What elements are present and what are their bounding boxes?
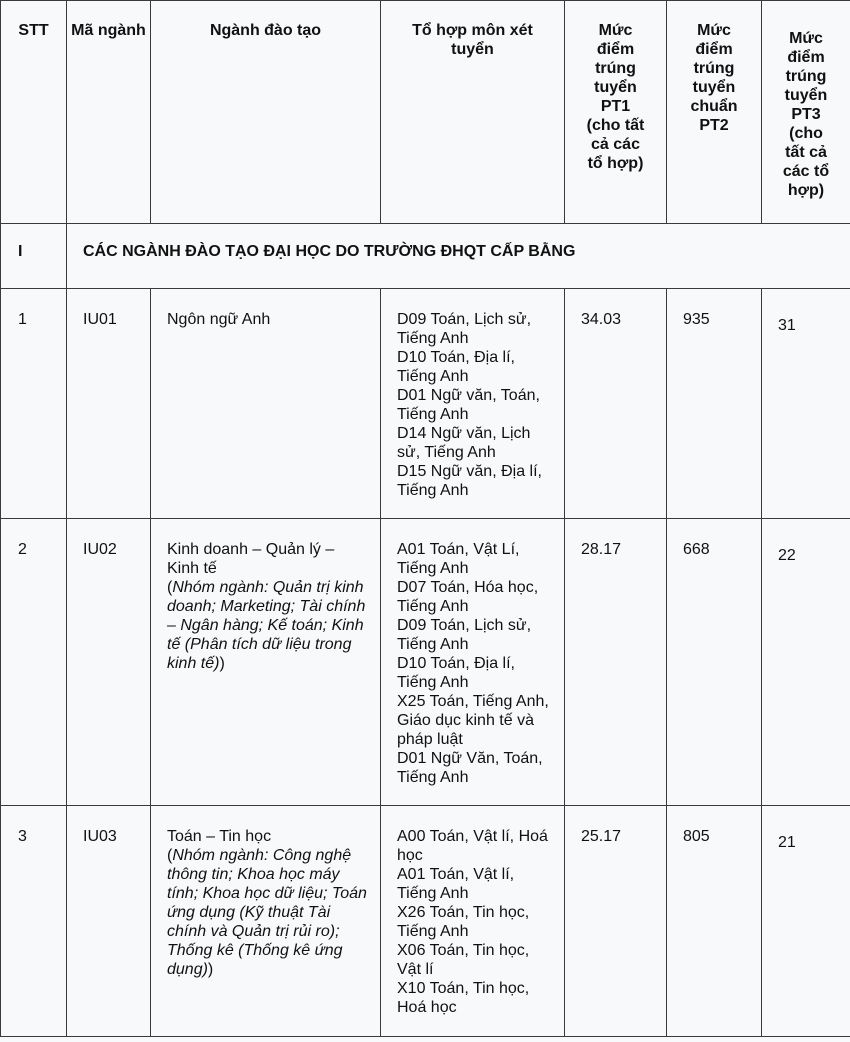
header-nganh: Ngành đào tạo [151, 1, 381, 224]
nganh-note-close: ) [207, 961, 214, 978]
nganh-note-open: ( [167, 847, 173, 864]
combo-item: D01 Ngữ Văn, Toán, Tiếng Anh [397, 750, 543, 786]
cell-pt2: 805 [667, 806, 762, 1037]
cell-pt3: 31 [762, 289, 850, 519]
header-ma-nganh: Mã ngành [67, 1, 151, 224]
cell-pt3: 22 [762, 519, 850, 806]
nganh-name: Kinh doanh – Quản lý – Kinh tế [167, 541, 335, 577]
combo-item: X10 Toán, Tin học, Hoá học [397, 980, 530, 1016]
combo-item: X25 Toán, Tiếng Anh, Giáo dục kinh tế và pháp luật [397, 693, 549, 748]
cell-pt2: 668 [667, 519, 762, 806]
nganh-name: Toán – Tin học [167, 828, 272, 845]
combo-item: D10 Toán, Địa lí, Tiếng Anh [397, 349, 515, 385]
header-to-hop: Tổ hợp môn xét tuyển [381, 1, 565, 224]
combo-item: X06 Toán, Tin học, Vật lí [397, 942, 530, 978]
nganh-note-close: ) [219, 655, 225, 672]
section-row [1, 224, 850, 289]
cell-stt: 3 [1, 806, 67, 1037]
nganh-note: Nhóm ngành: Công nghệ thông tin; Khoa học máy tính; Khoa học dữ liệu; Toán ứng dụng (Kỹ thuật Tài chính và Quản trị rủi ro); Thống kê (Thống kê ứng dụng) [167, 847, 367, 978]
combo-item: D09 Toán, Lịch sử, Tiếng Anh [397, 311, 532, 347]
nganh-note: Nhóm ngành: Quản trị kinh doanh; Marketing; Tài chính – Ngân hàng; Kế toán; Kinh tế (Phân tích dữ liệu trong kinh tế) [167, 579, 366, 672]
combo-item: A01 Toán, Vật Lí, Tiếng Anh [397, 541, 520, 577]
section-stt: I [1, 224, 67, 289]
combo-item: D10 Toán, Địa lí, Tiếng Anh [397, 655, 515, 691]
cell-pt1: 28.17 [565, 519, 667, 806]
cell-stt: 2 [1, 519, 67, 806]
cell-pt3: 21 [762, 806, 850, 1037]
cell-stt: 1 [1, 289, 67, 519]
combo-item: X26 Toán, Tin học, Tiếng Anh [397, 904, 530, 940]
header-row [1, 1, 850, 224]
combo-item: A00 Toán, Vật lí, Hoá học [397, 828, 548, 864]
section-title: CÁC NGÀNH ĐÀO TẠO ĐẠI HỌC DO TRƯỜNG ĐHQT CẤP BẰNG [67, 224, 850, 289]
cell-nganh [151, 289, 381, 519]
combo-item: D14 Ngữ văn, Lịch sử, Tiếng Anh [397, 425, 531, 461]
cell-to-hop [381, 806, 565, 1037]
combo-item: D01 Ngữ văn, Toán, Tiếng Anh [397, 387, 540, 423]
combo-item: D09 Toán, Lịch sử, Tiếng Anh [397, 617, 532, 653]
cell-ma-nganh: IU03 [67, 806, 151, 1037]
cell-nganh [151, 806, 381, 1037]
cell-ma-nganh: IU01 [67, 289, 151, 519]
combo-item: A01 Toán, Vật lí, Tiếng Anh [397, 866, 515, 902]
cell-ma-nganh: IU02 [67, 519, 151, 806]
nganh-name: Ngôn ngữ Anh [167, 311, 271, 328]
table-row [1, 289, 850, 519]
header-pt3: Mức điểm trúng tuyển PT3 (cho tất cả các tổ hợp) [762, 1, 850, 224]
cell-pt2: 935 [667, 289, 762, 519]
header-pt2: Mức điểm trúng tuyển chuẩn PT2 [667, 1, 762, 224]
header-stt: STT [1, 1, 67, 224]
table-row [1, 806, 850, 1037]
cell-pt1: 34.03 [565, 289, 667, 519]
cell-nganh [151, 519, 381, 806]
cell-to-hop [381, 289, 565, 519]
combo-item: D15 Ngữ văn, Địa lí, Tiếng Anh [397, 463, 542, 499]
table-row [1, 519, 850, 806]
header-pt1: Mức điểm trúng tuyển PT1 (cho tất cả các tổ hợp) [565, 1, 667, 224]
cell-to-hop [381, 519, 565, 806]
combo-item: D07 Toán, Hóa học, Tiếng Anh [397, 579, 539, 615]
cell-pt1: 25.17 [565, 806, 667, 1037]
nganh-note-open: ( [167, 579, 173, 596]
